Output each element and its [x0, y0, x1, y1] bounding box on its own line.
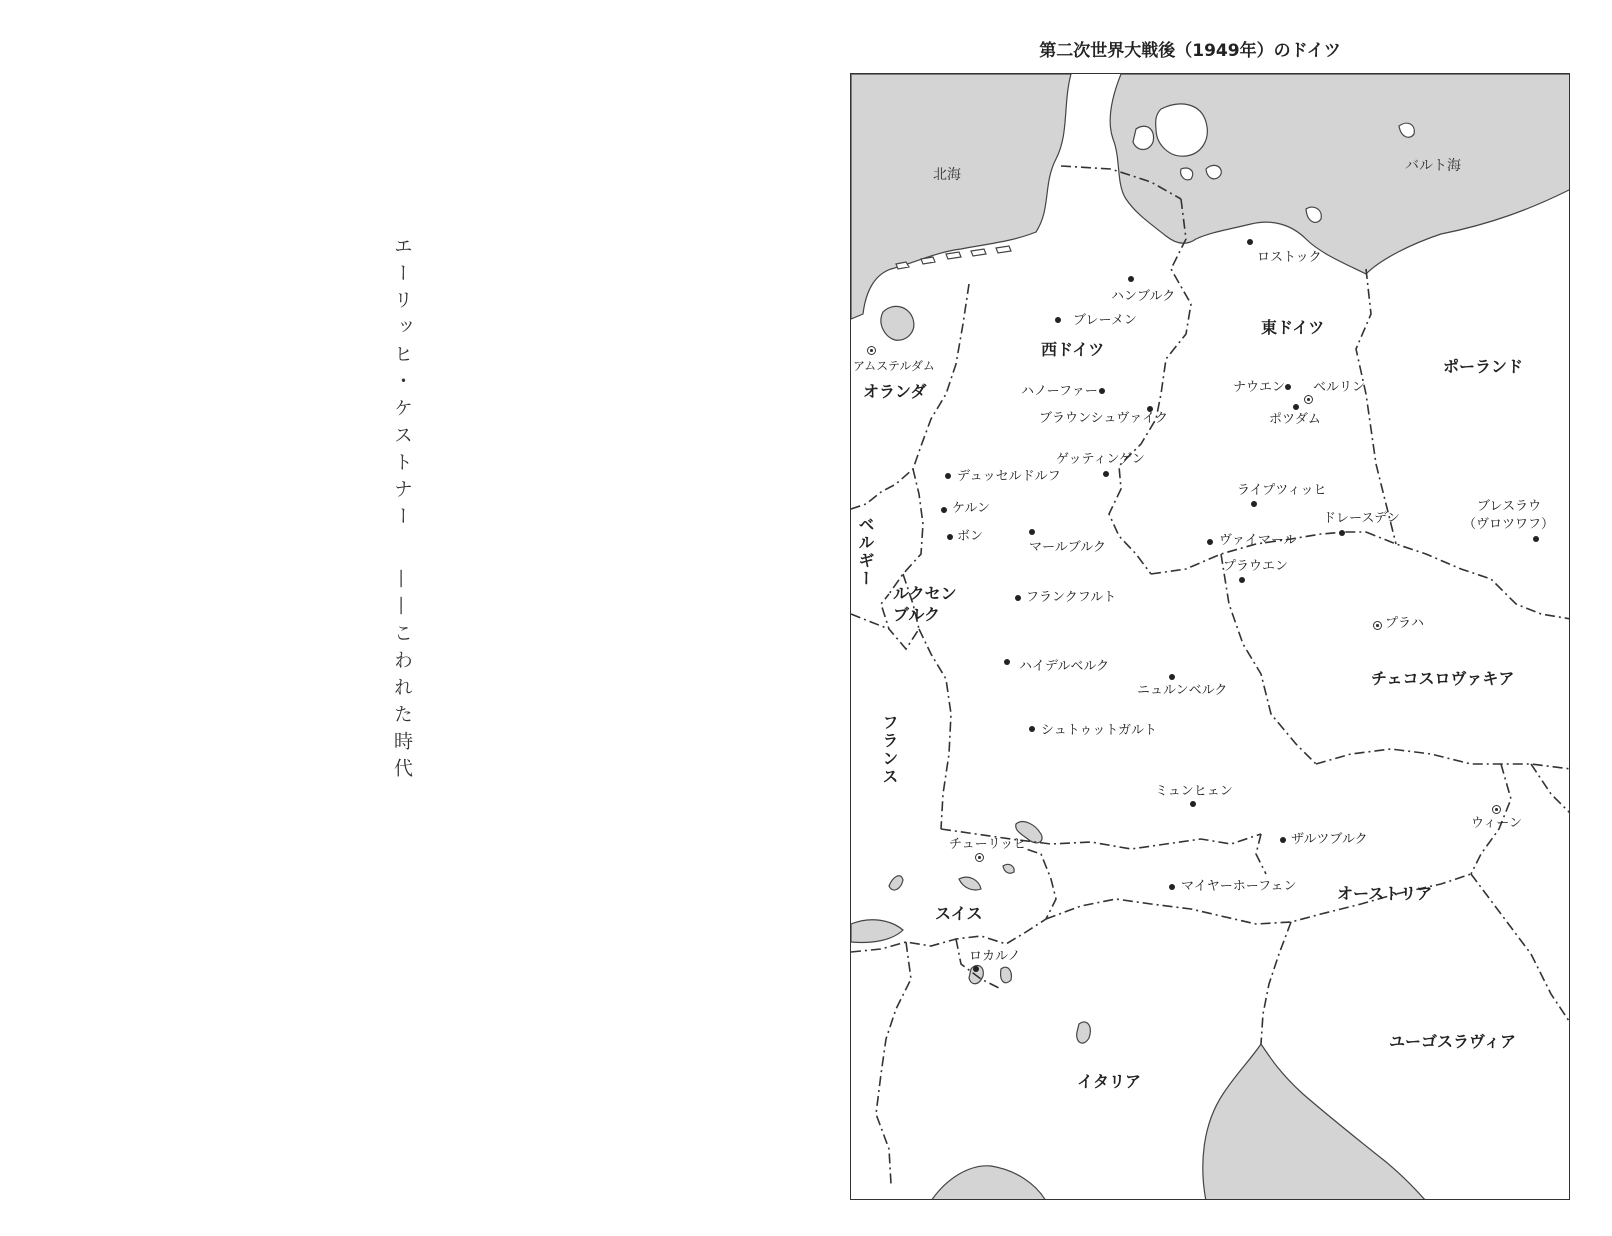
city-rostock: ロストック [1257, 250, 1322, 265]
country-switzerland: スイス [935, 904, 983, 923]
zealand-island [1156, 104, 1208, 156]
city-marker [1015, 595, 1021, 601]
capital-marker [867, 346, 876, 355]
city-hannover: ハノーファー [1021, 384, 1098, 399]
city-marker [1169, 674, 1175, 680]
city-marker [1029, 726, 1035, 732]
city-wien: ウィーン [1471, 816, 1522, 831]
city-dresden: ドレースデン [1323, 511, 1400, 526]
border-hungary [1531, 764, 1570, 814]
city-marker [1055, 317, 1061, 323]
funen-island [1133, 126, 1154, 149]
border-inner-german [1109, 199, 1191, 574]
map-caption: 第二次世界大戦後（1949年）のドイツ [1039, 41, 1341, 61]
city-nuernberg: ニュルンベルク [1137, 683, 1228, 698]
lake-como-shape [1001, 967, 1012, 983]
adriatic-sea-shape [1203, 1044, 1426, 1200]
city-marker [1339, 530, 1345, 536]
city-marker [941, 507, 947, 513]
city-goettingen: ゲッティンゲン [1056, 452, 1145, 467]
swiss-lake-shape [889, 876, 903, 890]
border-czech-bavaria [1221, 554, 1316, 764]
lake-garda-shape [1077, 1022, 1091, 1043]
ligurian-sea-shape [931, 1166, 1046, 1200]
city-muenchen: ミュンヒェン [1155, 784, 1233, 799]
book-title-main: エーリッヒ・ケストナー [391, 236, 413, 533]
capital-marker [1304, 395, 1313, 404]
swiss-lake-shape [1003, 864, 1014, 873]
city-breslau: ブレスラウ [1477, 499, 1542, 514]
city-hamburg: ハンブルク [1111, 289, 1176, 304]
city-marker [973, 966, 979, 972]
border-austria-south [1256, 834, 1266, 874]
country-netherlands: オランダ [863, 382, 927, 401]
baltic-sea-label: バルト海 [1405, 158, 1461, 174]
city-marker [1207, 539, 1213, 545]
country-yugoslavia: ユーゴスラヴィア [1389, 1032, 1517, 1051]
city-wroclaw: （ヴロツワフ） [1463, 517, 1555, 532]
country-czechoslovakia: チェコスロヴァキア [1371, 669, 1515, 688]
city-marker [1099, 388, 1105, 394]
city-praha: プラハ [1385, 616, 1425, 631]
book-title [392, 236, 411, 785]
city-marker [945, 473, 951, 479]
border-belgium-france [851, 614, 889, 629]
city-marker [1169, 884, 1175, 890]
city-plauen: プラウエン [1223, 559, 1289, 574]
city-potsdam: ポツダム [1269, 412, 1321, 427]
book-subtitle: ——こわれた時代 [391, 569, 413, 785]
city-amsterdam: アムステルダム [853, 359, 935, 373]
city-bonn: ボン [957, 529, 984, 544]
country-east-germany: 東ドイツ [1261, 318, 1325, 337]
lake-geneva-shape [851, 920, 903, 943]
border-france [919, 629, 951, 829]
country-belgium: ベルギー [856, 516, 875, 588]
city-marker [1285, 384, 1291, 390]
city-locarno: ロカルノ [969, 949, 1021, 964]
city-marker [1103, 471, 1109, 477]
border-yugoslavia-hungary [1471, 874, 1570, 1024]
city-berlin: ベルリン [1313, 380, 1366, 395]
city-marker [1251, 501, 1257, 507]
city-marker [1280, 837, 1286, 843]
border-france-italy [876, 942, 911, 1184]
country-poland: ポーランド [1443, 357, 1524, 376]
city-frankfurt: フランクフルト [1026, 590, 1117, 605]
city-marker [1293, 404, 1299, 410]
ijsselmeer-shape [881, 306, 914, 340]
city-marker [1533, 536, 1539, 542]
country-italy: イタリア [1077, 1072, 1142, 1091]
city-stuttgart: シュトゥットガルト [1041, 723, 1158, 738]
capital-marker [1492, 805, 1501, 814]
swiss-lake-shape [959, 877, 981, 890]
north-sea-label: 北海 [933, 167, 961, 183]
capital-marker [1373, 621, 1382, 630]
city-marker [1247, 239, 1253, 245]
border-yugoslavia [1261, 922, 1291, 1044]
city-mayrhofen: マイヤーホーフェン [1181, 879, 1297, 894]
city-duesseldorf: デュッセルドルフ [957, 469, 1061, 484]
city-leipzig: ライプツィッヒ [1237, 483, 1327, 498]
map-frame [850, 73, 1570, 1200]
capital-marker [975, 853, 984, 862]
city-marburg: マールブルク [1029, 540, 1106, 555]
north-sea-shape [851, 74, 1071, 319]
country-luxembourg: ルクセンブルク [893, 584, 957, 624]
city-weimar: ヴァイマール [1219, 533, 1297, 548]
country-west-germany: 西ドイツ [1041, 340, 1105, 359]
border-belgium [889, 469, 923, 594]
city-salzburg: ザルツブルク [1291, 832, 1368, 847]
city-marker [1239, 577, 1245, 583]
city-marker [1029, 529, 1035, 535]
city-bremen: ブレーメン [1073, 313, 1137, 328]
border-czech-poland [1366, 532, 1570, 619]
city-nauen: ナウエン [1233, 380, 1286, 395]
country-france: フランス [880, 714, 899, 786]
city-marker [1190, 801, 1196, 807]
city-marker [1128, 276, 1134, 282]
city-marker [947, 534, 953, 540]
city-marker [1004, 659, 1010, 665]
border-poland [1356, 269, 1396, 544]
city-heidelberg: ハイデルベルク [1019, 659, 1110, 674]
country-austria: オーストリア [1337, 884, 1433, 903]
city-zuerich: チューリッヒ [949, 837, 1027, 852]
city-braunschweig: ブラウンシュヴァイク [1039, 411, 1169, 426]
city-koeln: ケルン [952, 501, 991, 516]
